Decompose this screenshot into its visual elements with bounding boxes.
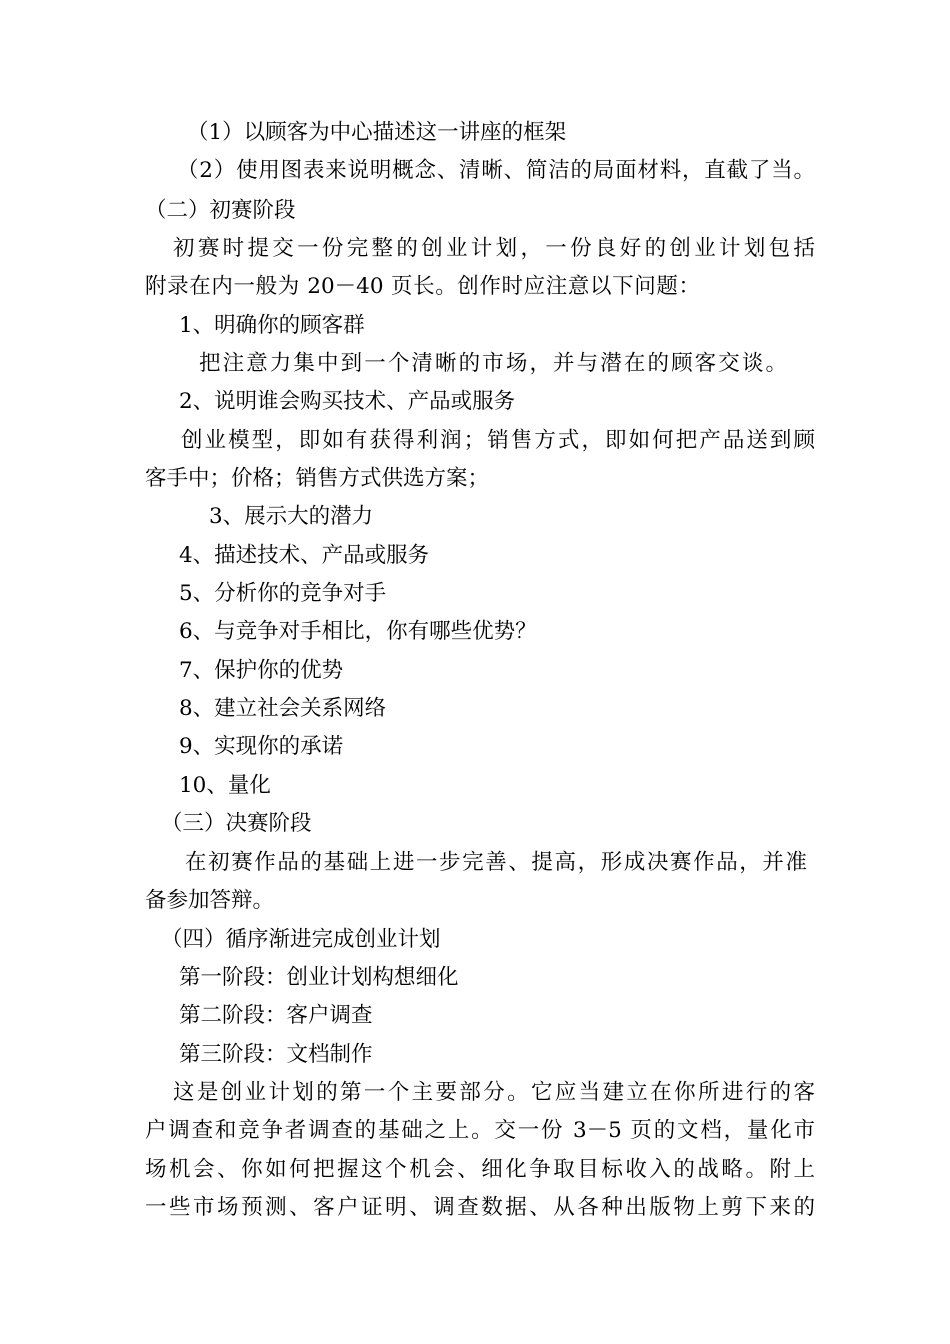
paragraph-line: 场机会、你如何把握这个机会、细化争取目标收入的战略。附上 (145, 1157, 815, 1182)
paragraph-line: 一些市场预测、客户证明、调查数据、从各种出版物上剪下来的 (145, 1195, 815, 1220)
paragraph-line: 这是创业计划的第一个主要部分。它应当建立在你所进行的客 (173, 1080, 815, 1105)
section-heading-final: （三）决赛阶段 (161, 811, 312, 836)
list-item-2: （2）使用图表来说明概念、清晰、简洁的局面材料，直截了当。 (177, 158, 815, 183)
paragraph-line: 把注意力集中到一个清晰的市场，并与潜在的顾客交谈。 (199, 351, 787, 376)
section-heading-preliminary: （二）初赛阶段 (145, 198, 296, 223)
stage-item: 第二阶段：客户调查 (179, 1003, 373, 1028)
numbered-item: 6、与竞争对手相比，你有哪些优势？ (179, 619, 537, 644)
numbered-item: 10、量化 (179, 773, 271, 798)
numbered-item: 4、描述技术、产品或服务 (179, 543, 430, 568)
list-item-1: （1）以顾客为中心描述这一讲座的框架 (187, 120, 567, 145)
paragraph-line: 备参加答辩。 (145, 888, 275, 913)
stage-item: 第三阶段：文档制作 (179, 1042, 373, 1067)
numbered-item: 3、展示大的潜力 (209, 504, 374, 529)
numbered-item: 5、分析你的竞争对手 (179, 581, 387, 606)
numbered-item: 2、说明谁会购买技术、产品或服务 (179, 389, 516, 414)
stage-item: 第一阶段：创业计划构想细化 (179, 965, 459, 990)
paragraph-line: 在初赛作品的基础上进一步完善、提高，形成决赛作品，并准 (185, 850, 807, 875)
paragraph-line: 户调查和竞争者调查的基础之上。交一份 3－5 页的文档，量化市 (145, 1118, 815, 1143)
paragraph-line: 附录在内一般为 20－40 页长。创作时应注意以下问题： (145, 274, 700, 299)
numbered-item: 7、保护你的优势 (179, 658, 344, 683)
section-heading-stepwise: （四）循序渐进完成创业计划 (161, 927, 441, 952)
paragraph-line: 初赛时提交一份完整的创业计划，一份良好的创业计划包括 (173, 236, 815, 261)
numbered-item: 8、建立社会关系网络 (179, 696, 387, 721)
numbered-item: 9、实现你的承诺 (179, 734, 344, 759)
paragraph-line: 客手中；价格；销售方式供选方案； (145, 466, 490, 491)
numbered-item: 1、明确你的顾客群 (179, 313, 365, 338)
paragraph-line: 创业模型，即如有获得利润；销售方式，即如何把产品送到顾 (181, 428, 815, 453)
